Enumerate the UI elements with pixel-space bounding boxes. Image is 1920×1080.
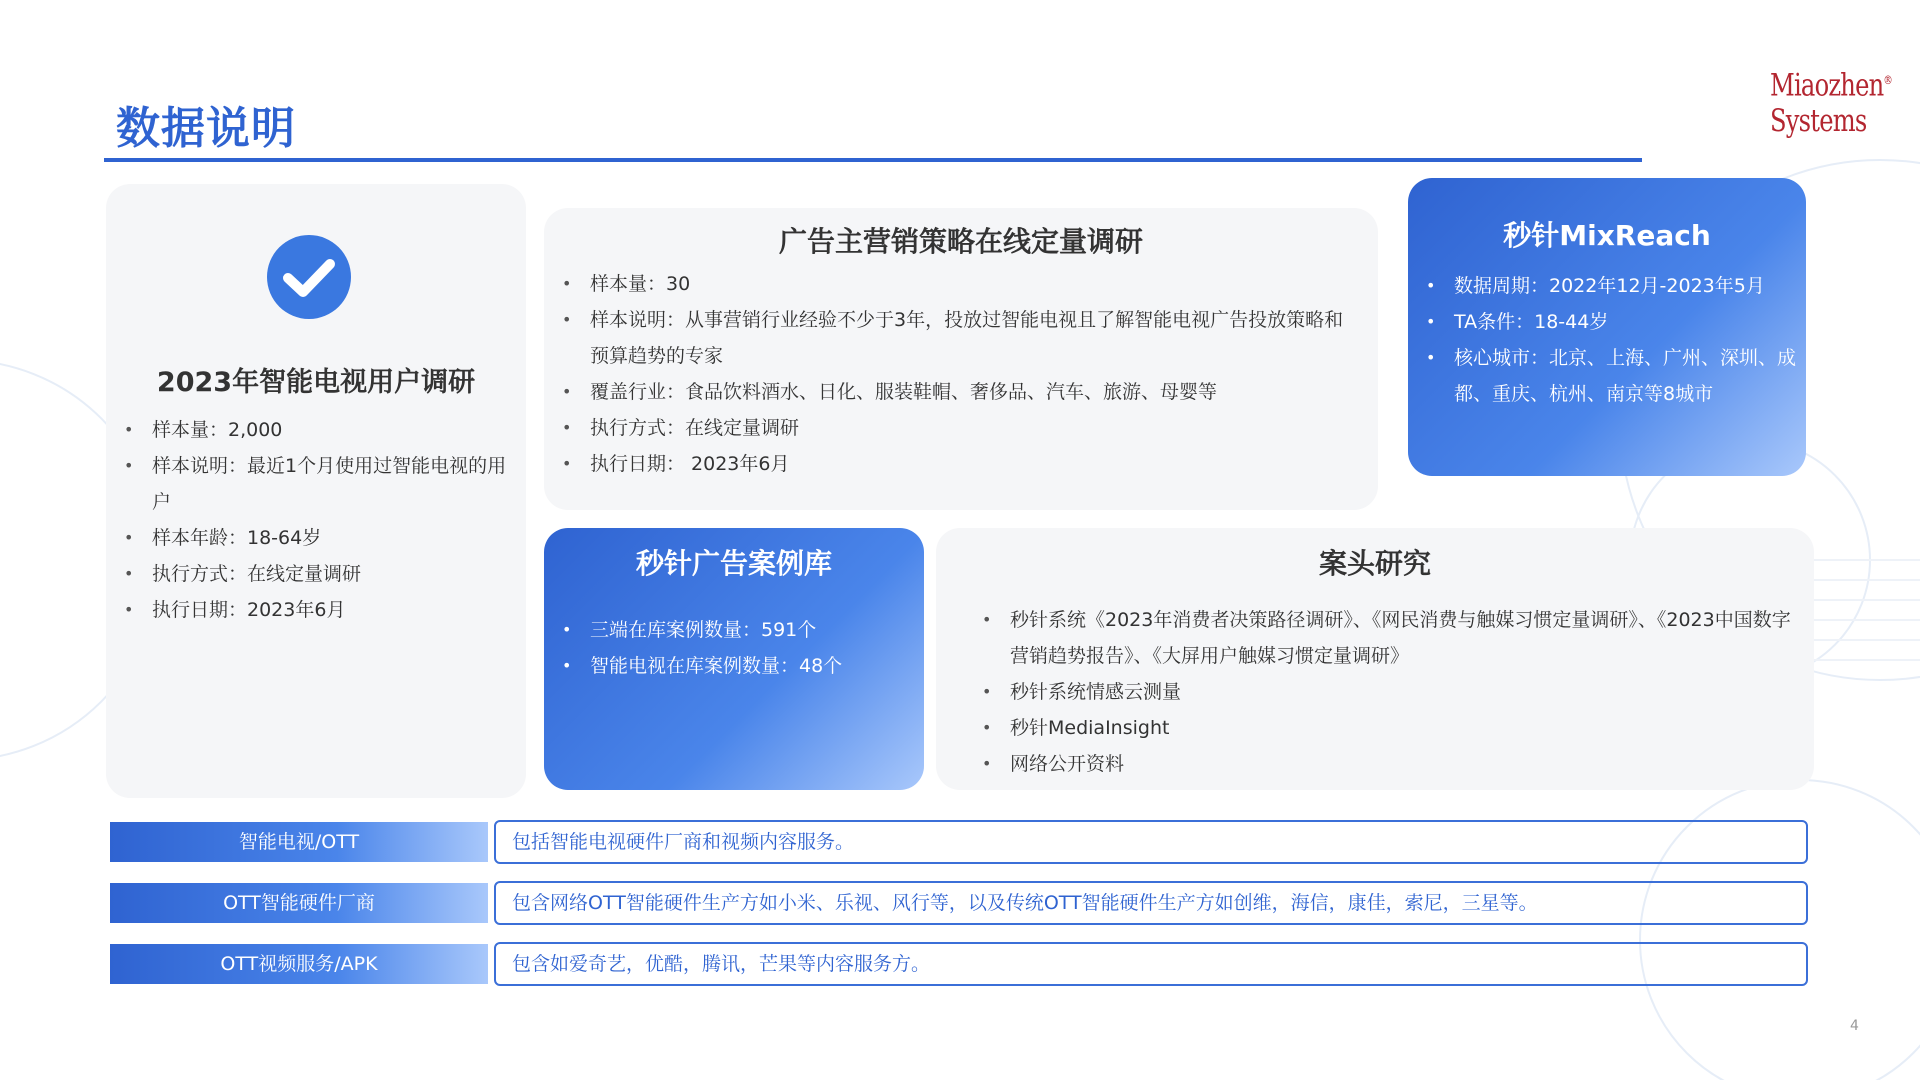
list-item: • 秒针系统情感云测量 [972,674,1802,710]
list-item: • 执行方式：在线定量调研 [552,410,1362,446]
list-item: • 核心城市：北京、上海、广州、深圳、成都、重庆、杭州、南京等8城市 [1416,340,1796,412]
page-number: 4 [1850,1018,1859,1034]
mixreach-list [1416,268,1796,412]
list-item: • 三端在库案例数量：591个 [552,612,912,648]
list-item: • 秒针系统《2023年消费者决策路径调研》、《网民消费与触媒习惯定量调研》、《2023中国数字营销趋势报告》、《大屏用户触媒习惯定量调研》 [972,602,1802,674]
list-item: • 智能电视在库案例数量：48个 [552,648,912,684]
miaozhen-logo [1770,62,1893,140]
desk-research-card [936,528,1814,790]
definition-text: 包含如爱奇艺，优酷，腾讯，芒果等内容服务方。 [512,953,931,975]
advertiser-survey-list [552,266,1362,482]
list-item: • 执行日期：2023年6月 [114,592,509,628]
definition-row [110,944,1804,984]
page-title: 数据说明 [116,103,296,154]
advertiser-survey-card-title: 广告主营销策略在线定量调研 [778,225,1143,258]
list-item: • 执行方式：在线定量调研 [114,556,509,592]
definition-text: 包括智能电视硬件厂商和视频内容服务。 [512,831,855,853]
list-item: • 覆盖行业：食品饮料酒水、日化、服装鞋帽、奢侈品、汽车、旅游、母婴等 [552,374,1362,410]
logo-line1: Miaozhen [1770,67,1884,104]
definition-row [110,883,1804,923]
advertiser-survey-card [544,208,1378,510]
desk-research-list [972,602,1802,782]
list-item: • 执行日期： 2023年6月 [552,446,1362,482]
logo-line2: Systems [1770,103,1867,140]
definition-box [494,820,1808,864]
list-item: • 样本年龄：18-64岁 [114,520,509,556]
logo-registered-mark: ® [1883,73,1893,87]
survey-card [106,184,526,798]
survey-card-list [114,412,509,628]
list-item: • 网络公开资料 [972,746,1802,782]
definition-box [494,881,1808,925]
definition-text: 包含网络OTT智能硬件生产方如小米、乐视、风行等，以及传统OTT智能硬件生产方如创维，海信，康佳，索尼，三星等。 [512,892,1538,914]
mixreach-card [1408,178,1806,476]
definition-box [494,942,1808,986]
mixreach-card-title: 秒针MixReach [1503,219,1711,252]
definition-label: 智能电视/OTT [110,822,488,862]
desk-research-card-title: 案头研究 [1318,547,1431,580]
list-item: • 秒针MediaInsight [972,710,1802,746]
list-item: • 样本量：2,000 [114,412,509,448]
title-underline [104,158,1642,162]
list-item: • 样本量：30 [552,266,1362,302]
definition-label: OTT视频服务/APK [110,944,488,984]
list-item: • 样本说明：最近1个月使用过智能电视的用户 [114,448,509,520]
list-item: • TA条件：18-44岁 [1416,304,1796,340]
survey-card-title: 2023年智能电视用户调研 [156,367,476,398]
list-item: • 数据周期：2022年12月-2023年5月 [1416,268,1796,304]
ad-case-library-card-title: 秒针广告案例库 [635,547,832,580]
check-circle-icon [266,234,352,320]
definition-label: OTT智能硬件厂商 [110,883,488,923]
ad-case-library-card [544,528,924,790]
definition-row [110,822,1804,862]
list-item: • 样本说明：从事营销行业经验不少于3年，投放过智能电视且了解智能电视广告投放策略和预算趋势的专家 [552,302,1362,374]
ad-case-library-list [552,612,912,684]
